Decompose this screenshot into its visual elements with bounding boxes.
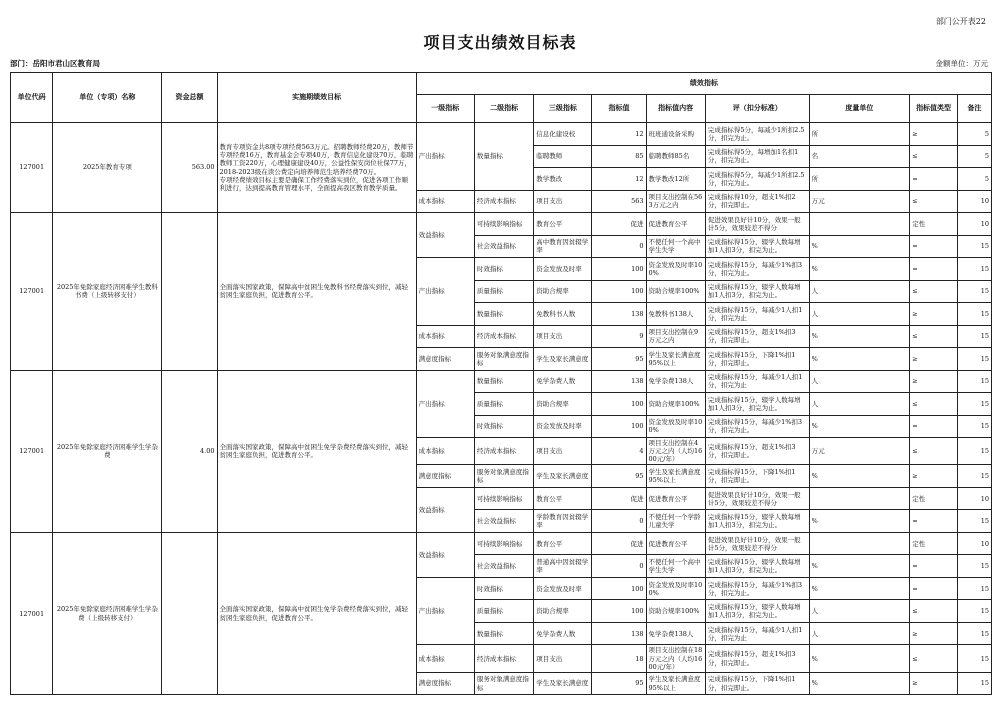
content-cell: 资助合规率100% bbox=[646, 600, 705, 623]
measure-cell: % bbox=[809, 348, 910, 371]
value-type-cell: ≤ bbox=[910, 600, 958, 623]
measure-cell: % bbox=[809, 577, 910, 600]
level1-cell: 满意度指标 bbox=[416, 348, 474, 371]
criteria-cell: 促进效果良好计10分，效果一般计5分，效果较差不得分 bbox=[705, 213, 809, 236]
table-number-label: 部门公开表22 bbox=[935, 17, 986, 26]
measure-cell: 人 bbox=[809, 370, 910, 393]
content-cell: 不使任何一个高中学生失学 bbox=[646, 555, 705, 578]
value-cell: 138 bbox=[592, 622, 646, 645]
header-unit-code: 单位代码 bbox=[11, 73, 53, 123]
level3-cell: 资助合规率 bbox=[534, 393, 592, 416]
header-unit-name: 单位（专项）名称 bbox=[53, 73, 162, 123]
measure-cell: % bbox=[809, 672, 910, 695]
note-cell: 15 bbox=[957, 280, 991, 303]
value-cell: 18 bbox=[592, 645, 646, 672]
fund-total-cell bbox=[162, 213, 217, 371]
header-note: 备注 bbox=[957, 95, 991, 123]
header-content: 指标值内容 bbox=[646, 95, 705, 123]
value-cell: 138 bbox=[592, 303, 646, 326]
value-cell: 100 bbox=[592, 280, 646, 303]
criteria-cell: 完成指标得15分，每减少1人扣1分，扣完为止 bbox=[705, 622, 809, 645]
content-cell: 免学杂费138人 bbox=[646, 370, 705, 393]
value-type-cell: ≤ bbox=[910, 325, 958, 348]
content-cell: 免学杂费138人 bbox=[646, 622, 705, 645]
level3-cell: 免学杂费人数 bbox=[534, 622, 592, 645]
criteria-cell: 完成指标得15分，超支1%扣3分，扣完即止。 bbox=[705, 438, 809, 465]
measure-cell: % bbox=[809, 235, 910, 258]
value-type-cell: ≤ bbox=[910, 145, 958, 168]
level1-cell: 效益指标 bbox=[416, 213, 474, 258]
level3-cell: 免学杂费人数 bbox=[534, 370, 592, 393]
value-cell: 12 bbox=[592, 168, 646, 191]
level1-cell: 产出指标 bbox=[416, 577, 474, 645]
content-cell: 项目支出控制在9万元之内 bbox=[646, 325, 705, 348]
note-cell: 15 bbox=[957, 415, 991, 438]
header-l1: 一级指标 bbox=[416, 95, 474, 123]
level1-cell: 效益指标 bbox=[416, 532, 474, 577]
content-cell: 促进教育公平 bbox=[646, 532, 705, 555]
level2-cell: 质量指标 bbox=[474, 393, 533, 416]
measure-cell: 万元 bbox=[809, 190, 910, 213]
content-cell: 免教科书138人 bbox=[646, 303, 705, 326]
value-type-cell: ≤ bbox=[910, 393, 958, 416]
value-type-cell: ≤ bbox=[910, 438, 958, 465]
level2-cell: 服务对象满意度指标 bbox=[474, 348, 533, 371]
unit-code-cell: 127001 bbox=[11, 370, 53, 532]
level3-cell: 项目支出 bbox=[534, 325, 592, 348]
note-cell: 15 bbox=[957, 577, 991, 600]
measure-cell bbox=[809, 532, 910, 555]
content-cell: 学生及家长满意度95%以上 bbox=[646, 348, 705, 371]
content-cell: 学生及家长满意度95%以上 bbox=[646, 672, 705, 695]
criteria-cell: 完成指标得15分，超支1%扣3分，扣完即止。 bbox=[705, 325, 809, 348]
measure-cell: % bbox=[809, 325, 910, 348]
level3-cell: 高中教育因贫辍学率 bbox=[534, 235, 592, 258]
level2-cell: 数量指标 bbox=[474, 123, 533, 191]
value-cell: 9 bbox=[592, 325, 646, 348]
measure-cell bbox=[809, 487, 910, 510]
note-cell: 5 bbox=[957, 168, 991, 191]
value-type-cell: = bbox=[910, 555, 958, 578]
level2-cell: 社会效益指标 bbox=[474, 555, 533, 578]
level3-cell: 教育公平 bbox=[534, 213, 592, 236]
level1-cell: 产出指标 bbox=[416, 123, 474, 191]
note-cell: 5 bbox=[957, 123, 991, 146]
value-type-cell: ≤ bbox=[910, 190, 958, 213]
performance-table bbox=[10, 72, 992, 695]
content-cell: 促进教育公平 bbox=[646, 213, 705, 236]
criteria-cell: 完成指标得15分，每减少1人扣1分，扣完为止 bbox=[705, 370, 809, 393]
value-type-cell: ≤ bbox=[910, 645, 958, 672]
criteria-cell: 完成指标得15分，每减少1%扣3分，扣完为止。 bbox=[705, 415, 809, 438]
measure-cell: 人 bbox=[809, 280, 910, 303]
content-cell: 项目支出控制在4万元之内（人均1600元/年） bbox=[646, 438, 705, 465]
criteria-cell: 促进效果良好计10分，效果一般计5分，效果较差不得分 bbox=[705, 487, 809, 510]
note-cell: 10 bbox=[957, 487, 991, 510]
content-cell: 班班通设备采购 bbox=[646, 123, 705, 146]
content-cell: 资助合规率100% bbox=[646, 393, 705, 416]
measure-cell: % bbox=[809, 510, 910, 533]
level2-cell: 服务对象满意度指标 bbox=[474, 465, 533, 488]
level2-cell: 数量指标 bbox=[474, 303, 533, 326]
criteria-cell: 完成指标得5分，每减少1所扣2.5分，扣完为止。 bbox=[705, 168, 809, 191]
note-cell: 15 bbox=[957, 510, 991, 533]
criteria-cell: 促进效果良好计10分，效果一般计5分，效果较差不得分 bbox=[705, 532, 809, 555]
content-cell: 资助合规率100% bbox=[646, 280, 705, 303]
content-cell: 项目支出控制在18万元之内（人均1600元/年） bbox=[646, 645, 705, 672]
table-row bbox=[11, 213, 992, 236]
level2-cell: 时效指标 bbox=[474, 577, 533, 600]
measure-cell: 人 bbox=[809, 622, 910, 645]
note-cell: 5 bbox=[957, 145, 991, 168]
level3-cell: 项目支出 bbox=[534, 438, 592, 465]
level3-cell: 资金发放及时率 bbox=[534, 577, 592, 600]
criteria-cell: 完成指标得15分，辍学人数每增加1人扣3分，扣完为止。 bbox=[705, 600, 809, 623]
measure-cell: 人 bbox=[809, 393, 910, 416]
measure-cell: 所 bbox=[809, 123, 910, 146]
level2-cell: 服务对象满意度指标 bbox=[474, 672, 533, 695]
value-type-cell: ≥ bbox=[910, 465, 958, 488]
value-type-cell: = bbox=[910, 235, 958, 258]
note-cell: 15 bbox=[957, 258, 991, 281]
note-cell: 15 bbox=[957, 235, 991, 258]
level2-cell: 经济成本指标 bbox=[474, 190, 533, 213]
note-cell: 15 bbox=[957, 303, 991, 326]
content-cell: 不使任何一个学龄儿童失学 bbox=[646, 510, 705, 533]
value-type-cell: ≤ bbox=[910, 280, 958, 303]
level3-cell: 资金发放及时率 bbox=[534, 415, 592, 438]
level2-cell: 质量指标 bbox=[474, 280, 533, 303]
goal-cell: 教育专项资金共8项专项经费563万元。招聘教师经费20万，教师节专项经费16万，教育基金会专项40万，教育信息化建设70万，临聘教师工资220万，心理健康建设40万，公益性保安岗位社保77万，2018-2023级在读公费定向培养师范生培养经费70万。 专项经费绩效目标主要是确保工作经费落实到位，促进各项工作顺利进行，达到提高教育管理水平，全面提高我区教育教学质量。 bbox=[217, 123, 416, 213]
unit-code-cell: 127001 bbox=[11, 213, 53, 371]
criteria-cell: 完成指标得15分，每减少1%扣3分，扣完为止。 bbox=[705, 577, 809, 600]
note-cell: 15 bbox=[957, 348, 991, 371]
goal-cell: 全面落实国家政策，保障高中贫困生免学杂费经费落实到位，减轻贫困生家庭负担，促进教育公平。 bbox=[217, 532, 416, 694]
level3-cell: 资助合规率 bbox=[534, 600, 592, 623]
value-type-cell: ≥ bbox=[910, 348, 958, 371]
value-cell: 0 bbox=[592, 235, 646, 258]
value-type-cell: 定性 bbox=[910, 487, 958, 510]
goal-cell: 全面落实国家政策，保障高中贫困生免教科书经费落实到位，减轻贫困生家庭负担，促进教育公平。 bbox=[217, 213, 416, 371]
criteria-cell: 完成指标得10分，超支1%扣2分，扣完即止。 bbox=[705, 190, 809, 213]
table-row bbox=[11, 123, 992, 146]
content-cell: 促进教育公平 bbox=[646, 487, 705, 510]
level3-cell: 学生及家长满意度 bbox=[534, 465, 592, 488]
criteria-cell: 完成指标得5分，每增加1名扣1分，扣完为止。 bbox=[705, 145, 809, 168]
value-type-cell: = bbox=[910, 168, 958, 191]
content-cell: 资金发放及时率100% bbox=[646, 415, 705, 438]
fund-total-cell: 4.00 bbox=[162, 370, 217, 532]
note-cell: 15 bbox=[957, 645, 991, 672]
criteria-cell: 完成指标得15分，辍学人数每增加1人扣3分，扣完为止。 bbox=[705, 280, 809, 303]
value-type-cell: = bbox=[910, 258, 958, 281]
level2-cell: 数量指标 bbox=[474, 370, 533, 393]
level3-cell: 信息化建设校 bbox=[534, 123, 592, 146]
value-cell: 100 bbox=[592, 258, 646, 281]
note-cell: 15 bbox=[957, 370, 991, 393]
header-l3: 三级指标 bbox=[534, 95, 592, 123]
content-cell: 项目支出控制在563万元之内 bbox=[646, 190, 705, 213]
level3-cell: 免教科书人数 bbox=[534, 303, 592, 326]
value-cell: 促进 bbox=[592, 213, 646, 236]
level3-cell: 学生及家长满意度 bbox=[534, 348, 592, 371]
value-cell: 138 bbox=[592, 370, 646, 393]
header-value-type: 指标值类型 bbox=[910, 95, 958, 123]
level1-cell: 产出指标 bbox=[416, 258, 474, 326]
level3-cell: 项目支出 bbox=[534, 645, 592, 672]
criteria-cell: 完成指标得5分，每减少1所扣2.5分，扣完为止。 bbox=[705, 123, 809, 146]
unit-name-cell: 2025年免除家庭经济困难学生教科书费（上级转移支付） bbox=[53, 213, 162, 371]
level3-cell: 教育公平 bbox=[534, 532, 592, 555]
measure-cell: 所 bbox=[809, 168, 910, 191]
value-cell: 12 bbox=[592, 123, 646, 146]
header-fund-total: 资金总额 bbox=[162, 73, 217, 123]
header-l2: 二级指标 bbox=[474, 95, 533, 123]
level3-cell: 学龄教育因贫辍学率 bbox=[534, 510, 592, 533]
level1-cell: 产出指标 bbox=[416, 370, 474, 438]
note-cell: 15 bbox=[957, 325, 991, 348]
fund-total-cell bbox=[162, 532, 217, 694]
criteria-cell: 完成指标得15分，辍学人数每增加1人扣3分，扣完为止。 bbox=[705, 510, 809, 533]
value-cell: 95 bbox=[592, 672, 646, 695]
criteria-cell: 完成指标得15分，下降1%扣1分，扣完即止。 bbox=[705, 348, 809, 371]
department-label: 部门：岳阳市君山区教育局 bbox=[10, 59, 100, 68]
value-type-cell: ≥ bbox=[910, 370, 958, 393]
measure-cell: 万元 bbox=[809, 438, 910, 465]
value-type-cell: = bbox=[910, 510, 958, 533]
amount-unit-label: 金额单位：万元 bbox=[935, 59, 988, 68]
level1-cell: 成本指标 bbox=[416, 438, 474, 465]
fund-total-cell: 563.00 bbox=[162, 123, 217, 213]
measure-cell bbox=[809, 213, 910, 236]
value-cell: 促进 bbox=[592, 487, 646, 510]
criteria-cell: 完成指标得15分，每减少1人扣1分，扣完为止 bbox=[705, 303, 809, 326]
header-perf: 绩效指标 bbox=[416, 73, 991, 95]
note-cell: 15 bbox=[957, 555, 991, 578]
criteria-cell: 完成指标得15分，超支1%扣3分，扣完即止。 bbox=[705, 645, 809, 672]
content-cell: 资金发放及时率100% bbox=[646, 258, 705, 281]
level3-cell: 教育公平 bbox=[534, 487, 592, 510]
unit-name-cell: 2025年免除家庭经济困难学生学杂费 bbox=[53, 370, 162, 532]
note-cell: 15 bbox=[957, 438, 991, 465]
measure-cell: % bbox=[809, 555, 910, 578]
value-cell: 85 bbox=[592, 145, 646, 168]
value-type-cell: = bbox=[910, 577, 958, 600]
criteria-cell: 完成指标得15分，下降1%扣1分，扣完即止。 bbox=[705, 672, 809, 695]
level2-cell: 时效指标 bbox=[474, 258, 533, 281]
table-row bbox=[11, 370, 992, 393]
measure-cell: % bbox=[809, 258, 910, 281]
criteria-cell: 完成指标得15分，辍学人数每增加1人扣3分，扣完为止。 bbox=[705, 235, 809, 258]
level2-cell: 数量指标 bbox=[474, 622, 533, 645]
level3-cell: 资助合规率 bbox=[534, 280, 592, 303]
level2-cell: 可持续影响指标 bbox=[474, 487, 533, 510]
unit-code-cell: 127001 bbox=[11, 123, 53, 213]
unit-code-cell: 127001 bbox=[11, 532, 53, 694]
criteria-cell: 完成指标得15分，下降1%扣1分，扣完即止。 bbox=[705, 465, 809, 488]
content-cell: 临聘教师85名 bbox=[646, 145, 705, 168]
content-cell: 学生及家长满意度95%以上 bbox=[646, 465, 705, 488]
note-cell: 10 bbox=[957, 213, 991, 236]
value-type-cell: = bbox=[910, 415, 958, 438]
measure-cell: 人 bbox=[809, 303, 910, 326]
value-cell: 100 bbox=[592, 600, 646, 623]
value-cell: 100 bbox=[592, 393, 646, 416]
header-goal: 实施期绩效目标 bbox=[217, 73, 416, 123]
level2-cell: 可持续影响指标 bbox=[474, 213, 533, 236]
value-type-cell: ≥ bbox=[910, 672, 958, 695]
value-cell: 促进 bbox=[592, 532, 646, 555]
value-cell: 0 bbox=[592, 555, 646, 578]
header-measure: 度量单位 bbox=[809, 95, 910, 123]
level2-cell: 可持续影响指标 bbox=[474, 532, 533, 555]
note-cell: 10 bbox=[957, 190, 991, 213]
value-cell: 4 bbox=[592, 438, 646, 465]
criteria-cell: 完成指标得15分，每减少1%扣3分，扣完为止。 bbox=[705, 258, 809, 281]
header-criteria: 评（扣分标准） bbox=[705, 95, 809, 123]
note-cell: 10 bbox=[957, 532, 991, 555]
level2-cell: 经济成本指标 bbox=[474, 325, 533, 348]
unit-name-cell: 2025年免除家庭经济困难学生学杂费（上级转移支付） bbox=[53, 532, 162, 694]
level2-cell: 社会效益指标 bbox=[474, 235, 533, 258]
level2-cell: 经济成本指标 bbox=[474, 645, 533, 672]
unit-name-cell: 2025年教育专项 bbox=[53, 123, 162, 213]
content-cell: 不使任何一个高中学生失学 bbox=[646, 235, 705, 258]
criteria-cell: 完成指标得15分，辍学人数每增加1人扣3分，扣完为止。 bbox=[705, 555, 809, 578]
value-cell: 95 bbox=[592, 348, 646, 371]
measure-cell: % bbox=[809, 465, 910, 488]
note-cell: 15 bbox=[957, 672, 991, 695]
measure-cell: % bbox=[809, 645, 910, 672]
table-body bbox=[11, 73, 992, 695]
value-cell: 100 bbox=[592, 577, 646, 600]
level3-cell: 临聘教师 bbox=[534, 145, 592, 168]
level1-cell: 满意度指标 bbox=[416, 672, 474, 695]
value-cell: 100 bbox=[592, 415, 646, 438]
level1-cell: 满意度指标 bbox=[416, 465, 474, 488]
level3-cell: 资金发放及时率 bbox=[534, 258, 592, 281]
content-cell: 教学教改12所 bbox=[646, 168, 705, 191]
measure-cell: % bbox=[809, 415, 910, 438]
value-cell: 0 bbox=[592, 510, 646, 533]
measure-cell: 名 bbox=[809, 145, 910, 168]
note-cell: 15 bbox=[957, 393, 991, 416]
value-type-cell: ≥ bbox=[910, 622, 958, 645]
note-cell: 15 bbox=[957, 465, 991, 488]
level1-cell: 成本指标 bbox=[416, 325, 474, 348]
criteria-cell: 完成指标得15分，辍学人数每增加1人扣3分，扣完为止。 bbox=[705, 393, 809, 416]
level3-cell: 教学教改 bbox=[534, 168, 592, 191]
level3-cell: 普通高中因贫辍学率 bbox=[534, 555, 592, 578]
note-cell: 15 bbox=[957, 600, 991, 623]
level2-cell: 质量指标 bbox=[474, 600, 533, 623]
level3-cell: 项目支出 bbox=[534, 190, 592, 213]
level2-cell: 经济成本指标 bbox=[474, 438, 533, 465]
level1-cell: 成本指标 bbox=[416, 645, 474, 672]
content-cell: 资金发放及时率100% bbox=[646, 577, 705, 600]
level3-cell: 学生及家长满意度 bbox=[534, 672, 592, 695]
table-row bbox=[11, 532, 992, 555]
header-value: 指标值 bbox=[592, 95, 646, 123]
value-cell: 563 bbox=[592, 190, 646, 213]
value-type-cell: ≥ bbox=[910, 303, 958, 326]
level1-cell: 效益指标 bbox=[416, 487, 474, 532]
level2-cell: 时效指标 bbox=[474, 415, 533, 438]
value-cell: 95 bbox=[592, 465, 646, 488]
value-type-cell: 定性 bbox=[910, 532, 958, 555]
note-cell: 15 bbox=[957, 622, 991, 645]
level1-cell: 成本指标 bbox=[416, 190, 474, 213]
value-type-cell: 定性 bbox=[910, 213, 958, 236]
header-row-top bbox=[11, 73, 992, 95]
page-title: 项目支出绩效目标表 bbox=[423, 33, 577, 52]
level2-cell: 社会效益指标 bbox=[474, 510, 533, 533]
measure-cell: 人 bbox=[809, 600, 910, 623]
goal-cell: 全面落实国家政策，保障高中贫困生免学杂费经费落实到位，减轻贫困生家庭负担，促进教育公平。 bbox=[217, 370, 416, 532]
value-type-cell: ≥ bbox=[910, 123, 958, 146]
